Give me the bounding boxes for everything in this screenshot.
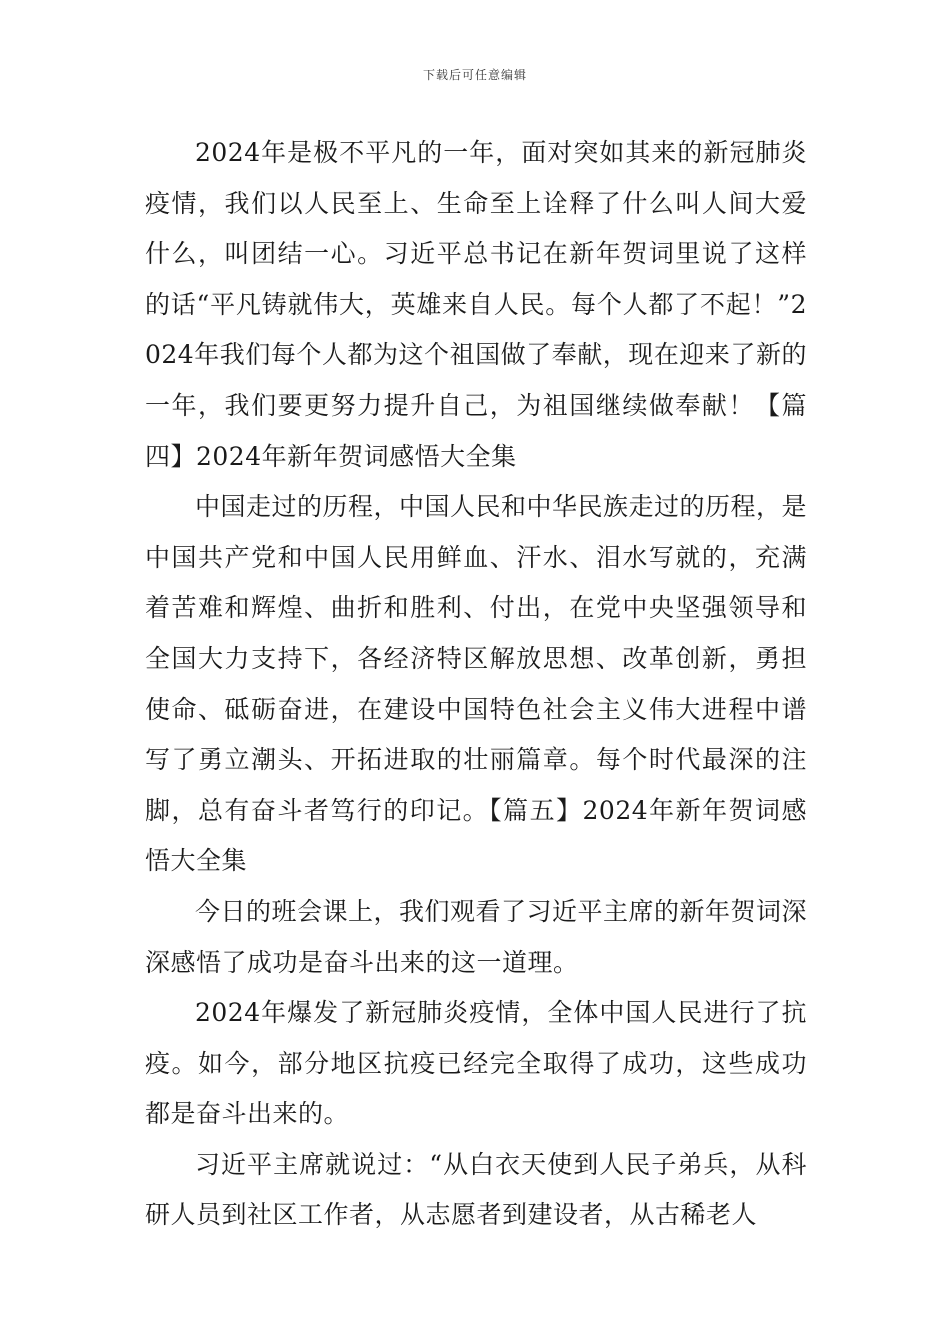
paragraph-2: 中国走过的历程，中国人民和中华民族走过的历程，是中国共产党和中国人民用鲜血、汗水、泪水写就的，充满着苦难和辉煌、曲折和胜利、付出，在党中央坚强领导和全国大力支持下，各经济特区解放思想、改革创新，勇担使命、砥砺奋进，在建设中国特色社会主义伟大进程中谱写了勇立潮头、开拓进取的壮丽篇章。每个时代最深的注脚，总有奋斗者笃行的印记。【篇五】2024年新年贺词感悟大全集: [145, 492, 808, 876]
paragraph-4: 2024年爆发了新冠肺炎疫情，全体中国人民进行了抗疫。如今，部分地区抗疫已经完全取得了成功，这些成功都是奋斗出来的。: [145, 998, 807, 1129]
paragraph-3: 今日的班会课上，我们观看了习近平主席的新年贺词深深感悟了成功是奋斗出来的这一道理。: [145, 896, 808, 977]
document-body: [145, 128, 807, 1241]
page-header: 下载后可任意编辑: [422, 68, 527, 82]
paragraph-5: 习近平主席就说过：“从白衣天使到人民子弟兵，从科研人员到社区工作者，从志愿者到建设者，从古稀老人: [145, 1149, 807, 1230]
paragraph-1: 2024年是极不平凡的一年，面对突如其来的新冠肺炎疫情，我们以人民至上、生命至上诠释了什么叫人间大爱什么，叫团结一心。习近平总书记在新年贺词里说了这样的话“平凡铸就伟大，英雄来自人民。每个人都了不起！”2024年我们每个人都为这个祖国做了奉献，现在迎来了新的一年，我们要更努力提升自己，为祖国继续做奉献！【篇四】2024年新年贺词感悟大全集: [145, 138, 807, 471]
